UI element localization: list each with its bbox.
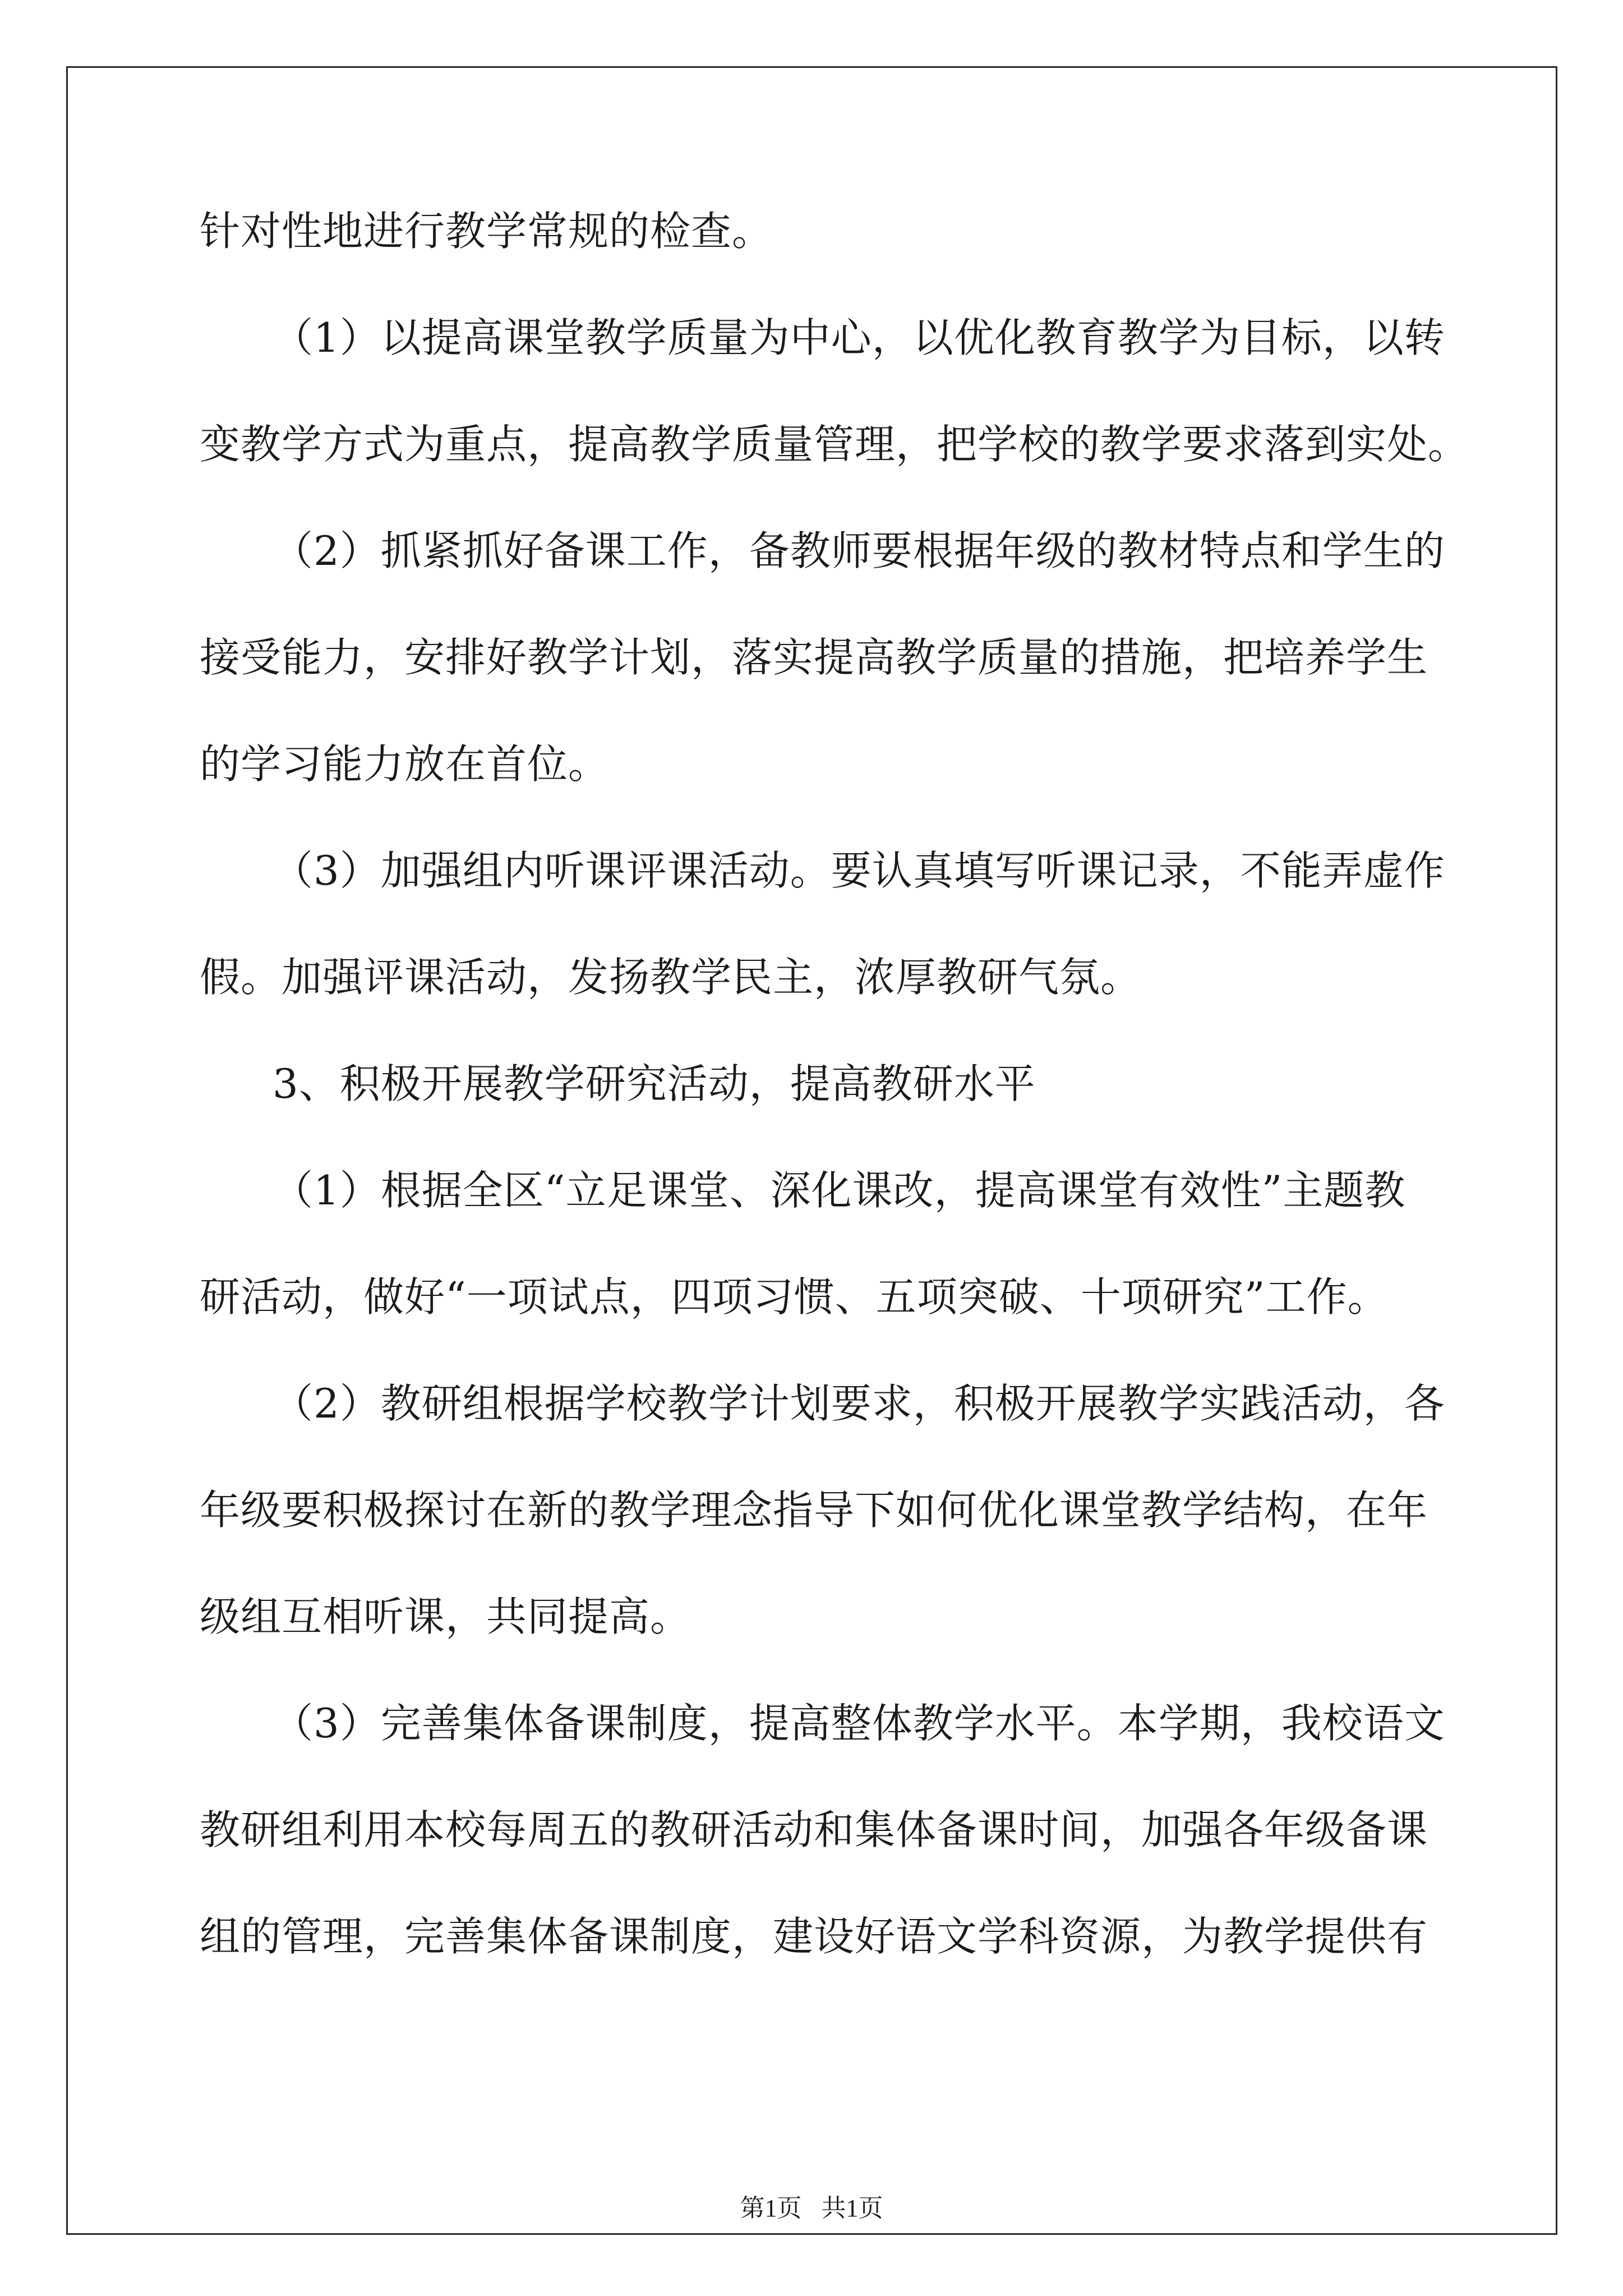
text-line: （1）以提高课堂教学质量为中心，以优化教育教学为目标，以转 — [273, 314, 1445, 361]
text-line: 级组互相听课，共同提高。 — [200, 1593, 691, 1640]
text-line: （1）根据全区“立足课堂、深化课改，提高课堂有效性”主题教 — [273, 1167, 1406, 1214]
page-number: 第1页 — [740, 2194, 802, 2222]
text-line: 针对性地进行教学常规的检查。 — [200, 208, 773, 255]
page-total: 共1页 — [821, 2194, 883, 2222]
text-line: 年级要积极探讨在新的教学理念指导下如何优化课堂教学结构，在年 — [200, 1487, 1428, 1534]
page-border — [66, 66, 1557, 2235]
text-line: （2）抓紧抓好备课工作，备教师要根据年级的教材特点和学生的 — [273, 527, 1445, 574]
text-line: 接受能力，安排好教学计划，落实提高教学质量的措施，把培养学生 — [200, 634, 1428, 681]
text-line: （3）加强组内听课评课活动。要认真填写听课记录，不能弄虚作 — [273, 847, 1445, 894]
text-line: 组的管理，完善集体备课制度，建设好语文学科资源，为教学提供有 — [200, 1913, 1428, 1960]
page-footer — [0, 2188, 1623, 2224]
text-line: 假。加强评课活动，发扬教学民主，浓厚教研气氛。 — [200, 954, 1142, 1001]
text-line: 变教学方式为重点，提高教学质量管理，把学校的教学要求落到实处。 — [200, 421, 1469, 468]
text-line: 3、积极开展教学研究活动，提高教研水平 — [273, 1060, 1036, 1107]
text-line: 教研组利用本校每周五的教研活动和集体备课时间，加强各年级备课 — [200, 1806, 1428, 1853]
text-line: （3）完善集体备课制度，提高整体教学水平。本学期，我校语文 — [273, 1700, 1445, 1747]
text-line: （2）教研组根据学校教学计划要求，积极开展教学实践活动，各 — [273, 1380, 1445, 1427]
text-line: 研活动，做好“一项试点，四项习惯、五项突破、十项研究”工作。 — [200, 1273, 1389, 1320]
text-line: 的学习能力放在首位。 — [200, 740, 610, 788]
